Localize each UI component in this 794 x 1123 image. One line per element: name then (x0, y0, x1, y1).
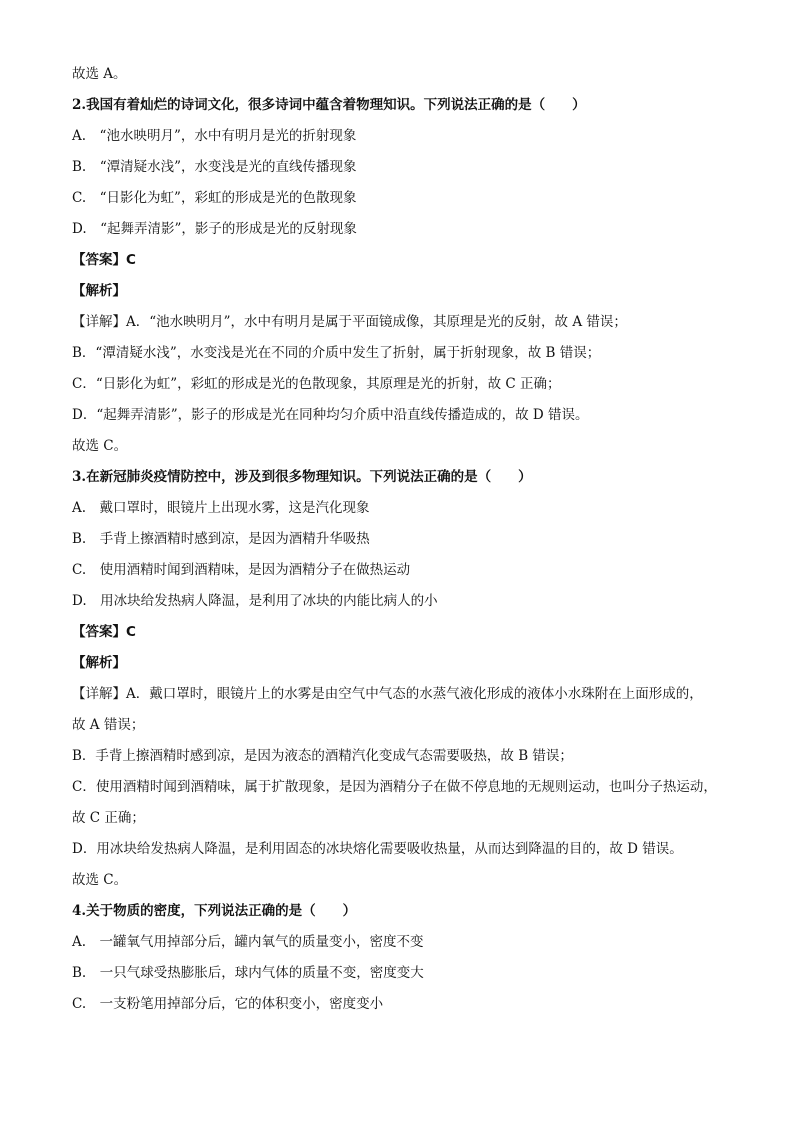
question-2-option-c: C. “日影化为虹”，彩虹的形成是光的色散现象 (72, 190, 357, 206)
document-page (72, 64, 732, 1025)
question-3-title: 3.在新冠肺炎疫情防控中，涉及到很多物理知识。下列说法正确的是（ ） (72, 469, 532, 485)
text-line: 故选 A。 (72, 66, 127, 82)
question-4-option-c: C. 一支粉笔用掉部分后，它的体积变小，密度变小 (72, 996, 384, 1012)
question-2-option-d: D. “起舞弄清影”，影子的形成是光的反射现象 (72, 221, 357, 237)
question-3-option-b: B. 手背上擦酒精时感到凉，是因为酒精升华吸热 (72, 531, 370, 547)
question-4-title: 4.关于物质的密度，下列说法正确的是（ ） (72, 903, 357, 919)
question-2-analysis-label: 【解析】 (72, 283, 126, 299)
question-2-detail-2: B．“潭清疑水浅”，水变浅是光在不同的介质中发生了折射，属于折射现象，故 B 错误； (72, 345, 601, 361)
answer-value: C (126, 624, 136, 640)
question-2-answer (72, 250, 732, 281)
question-3-detail-1b: 故 A 错误； (72, 717, 145, 733)
question-3-answer (72, 622, 732, 653)
question-2-option-a: A. “池水映明月”，水中有明月是光的折射现象 (72, 128, 357, 144)
question-4-option-b: B. 一只气球受热膨胀后，球内气体的质量不变，密度变大 (72, 965, 424, 981)
question-3-option-d: D. 用冰块给发热病人降温，是利用了冰块的内能比病人的小 (72, 593, 438, 609)
question-3-detail-1a: 【详解】A．戴口罩时，眼镜片上的水雾是由空气中气态的水蒸气液化形成的液体小水珠附在上面形成的， (72, 686, 703, 702)
question-2-detail-1: 【详解】A．“池水映明月”，水中有明月是属于平面镜成像，其原理是光的反射，故 A 错误； (72, 314, 627, 330)
question-2-choose: 故选 C。 (72, 438, 128, 454)
question-3-analysis-label: 【解析】 (72, 655, 126, 671)
question-3-option-a: A. 戴口罩时，眼镜片上出现水雾，这是汽化现象 (72, 500, 370, 516)
question-3-choose: 故选 C。 (72, 872, 128, 888)
question-3-option-c: C. 使用酒精时闻到酒精味，是因为酒精分子在做热运动 (72, 562, 411, 578)
question-4-option-a: A. 一罐氧气用掉部分后，罐内氧气的质量变小，密度不变 (72, 934, 424, 950)
answer-label: 【答案】 (72, 252, 126, 268)
question-2-detail-3: C．“日影化为虹”，彩虹的形成是光的色散现象，其原理是光的折射，故 C 正确； (72, 376, 561, 392)
question-2-title: 2.我国有着灿烂的诗词文化，很多诗词中蕴含着物理知识。下列说法正确的是（ ） (72, 97, 586, 113)
question-3-detail-2: B．手背上擦酒精时感到凉，是因为液态的酒精汽化变成气态需要吸热，故 B 错误； (72, 748, 573, 764)
question-3-detail-4: D．用冰块给发热病人降温，是利用固态的冰块熔化需要吸收热量，从而达到降温的目的，故 D 错误。 (72, 841, 683, 857)
answer-label: 【答案】 (72, 624, 126, 640)
question-2-option-b: B. “潭清疑水浅”，水变浅是光的直线传播现象 (72, 159, 357, 175)
question-3-detail-3b: 故 C 正确； (72, 810, 145, 826)
question-2-detail-4: D．“起舞弄清影”，影子的形成是光在同种均匀介质中沿直线传播造成的，故 D 错误。 (72, 407, 589, 423)
question-3-detail-3a: C．使用酒精时闻到酒精味，属于扩散现象，是因为酒精分子在做不停息地的无规则运动，也叫分子热运动， (72, 779, 717, 795)
answer-value: C (126, 252, 136, 268)
